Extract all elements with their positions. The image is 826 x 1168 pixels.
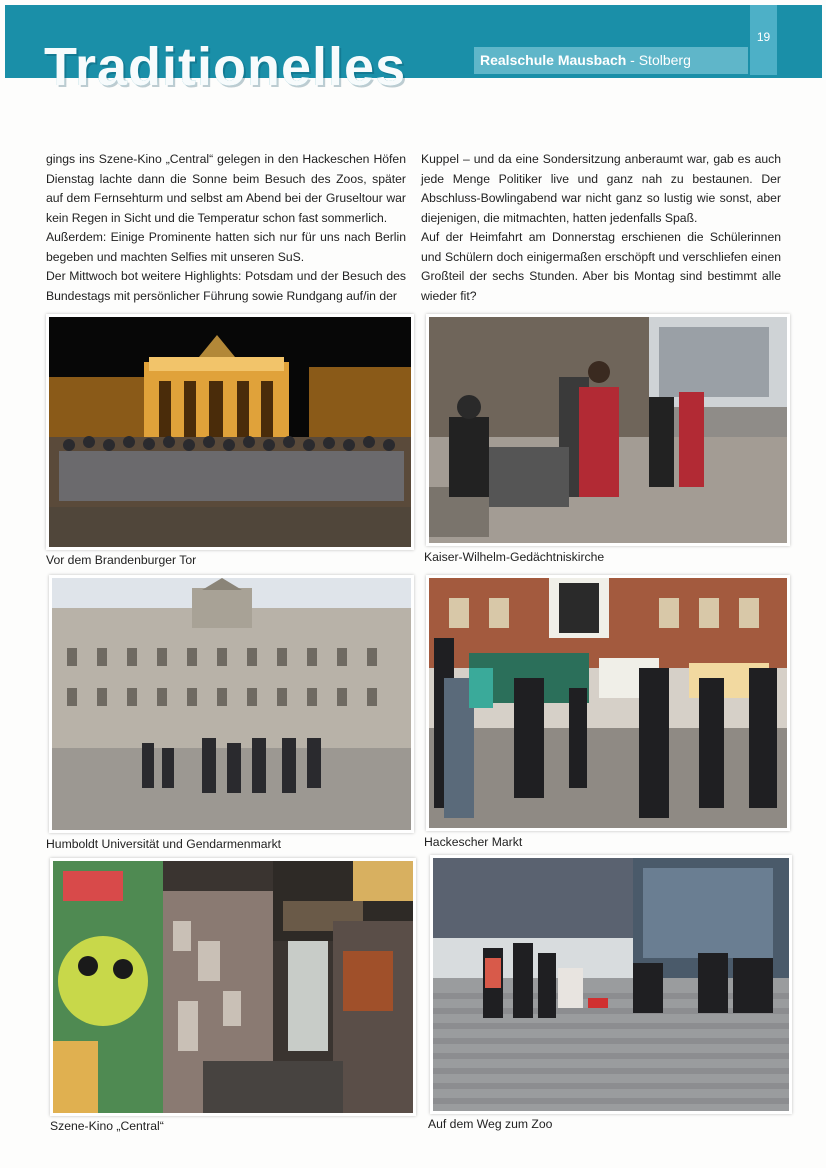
school-name: Realschule Mausbach (480, 52, 627, 68)
article-paragraph: Der Mittwoch bot weitere Highlights: Potsdam und der Besuch des Bundestags mit persönlicher Führung sowie Rundgang auf/in der (46, 269, 406, 303)
photo-brandenburger-tor (46, 314, 414, 550)
photo-steps-image (433, 858, 789, 1111)
photo-caption: Hackescher Markt (424, 835, 523, 849)
photo-caption: Kaiser-Wilhelm-Gedächtniskirche (424, 550, 605, 564)
photo-graffiti-alley-image (53, 861, 413, 1113)
photo-palace-square-image (52, 578, 411, 830)
photo-church-square-image (429, 317, 787, 543)
article-column-right (421, 150, 781, 306)
photo-caption: Vor dem Brandenburger Tor (46, 553, 197, 567)
photo-market-image (429, 578, 787, 828)
photo-humboldt-universitaet (49, 575, 414, 833)
photo-caption: Szene-Kino „Central“ (50, 1119, 164, 1133)
photo-gedaechtniskirche (426, 314, 790, 546)
photo-szene-kino-central (50, 858, 416, 1116)
article-paragraph: Außerdem: Einige Prominente hatten sich nur für uns nach Berlin begeben und machten Selfies mit unseren SuS. (46, 230, 406, 264)
article-column-left (46, 150, 406, 306)
photo-night-gate-image (49, 317, 411, 547)
article-paragraph: Kuppel – und da eine Sondersitzung anberaumt war, gab es auch jede Menge Politiker live und ganz nah zu bestaunen. Der Abschluss-Bowlingabend war nicht ganz so lustig wie sonst, aber diejenigen, die mitmachten, hatten jedenfalls Spaß. (421, 152, 781, 225)
page-title: Traditionelles (44, 37, 407, 97)
photo-hackescher-markt (426, 575, 790, 831)
photo-weg-zum-zoo (430, 855, 792, 1114)
article-paragraph: Auf der Heimfahrt am Donnerstag erschienen die Schülerinnen und Schülern doch einigermaßen erschöpft und verschliefen einen Großteil der sechs Stunden. Aber bis Montag sind bestimmt alle wieder fit? (421, 230, 781, 303)
school-town: - Stolberg (626, 52, 691, 68)
school-label (480, 52, 691, 68)
photo-caption: Humboldt Universität und Gendarmenmarkt (46, 837, 282, 851)
article-paragraph: gings ins Szene-Kino „Central“ gelegen in den Hackeschen Höfen Dienstag lachte dann die Sonne beim Besuch des Zoos, später auf dem Fernsehturm und selbst am Abend bei der Gruseltour war kein Regen in Sicht und die Temperatur schon fast sommerlich. (46, 152, 406, 225)
photo-caption: Auf dem Weg zum Zoo (428, 1117, 553, 1131)
page-number: 19 (756, 30, 771, 44)
